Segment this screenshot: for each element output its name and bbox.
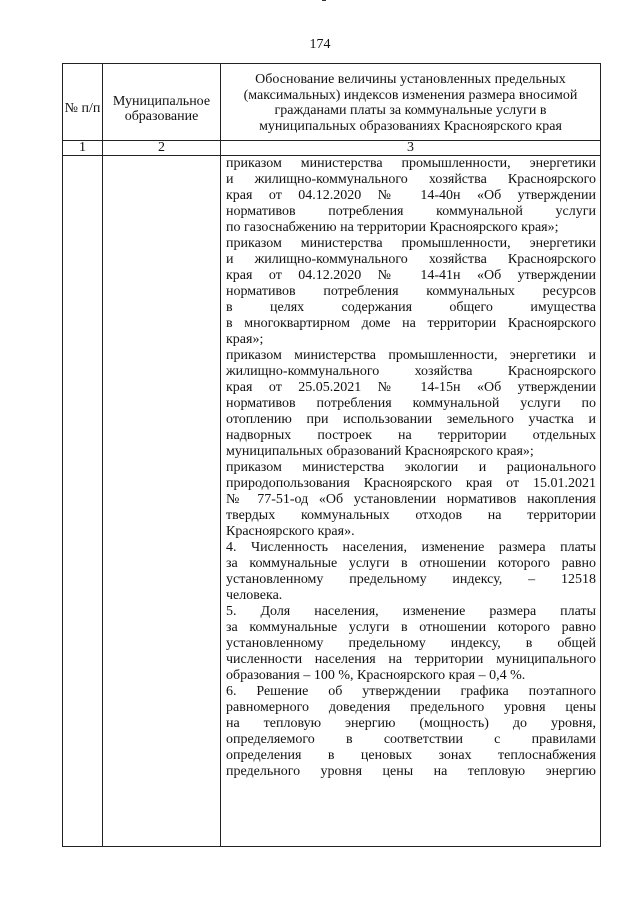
text-line: края от 04.12.2020 № 14-40н «Об утверждении <box>226 188 596 203</box>
page-top-mark <box>322 0 326 1</box>
text-line: и жилищно-коммунального хозяйства Красноярского <box>226 252 596 267</box>
text-line: на тепловую энергию (мощность) до уровня, <box>226 716 596 731</box>
text-line: надворных построек на территории отдельных <box>226 428 596 443</box>
text-line: 5. Доля населения, изменение размера платы <box>226 604 596 619</box>
column-number-2: 2 <box>103 141 221 156</box>
text-line: жилищно-коммунального хозяйства Красноярского <box>226 364 596 379</box>
justification-table <box>62 63 601 847</box>
text-line: человека. <box>226 588 283 603</box>
cell-justification <box>221 156 601 847</box>
header-municipality: Муниципальное образование <box>103 64 221 141</box>
text-line: за коммунальные услуги в отношении которого равно <box>226 620 596 635</box>
text-line: определения в ценовых зонах теплоснабжения <box>226 748 596 763</box>
text-line: края»; <box>226 332 264 347</box>
text-line: нормативов потребления коммунальных ресурсов <box>226 284 596 299</box>
cell-municipality <box>103 156 221 847</box>
text-line: численности населения на территории муниципального <box>226 652 596 667</box>
text-line: природопользования Красноярского края от 15.01.2021 <box>226 476 596 491</box>
text-line: равномерного доведения предельного уровня цены <box>226 700 596 715</box>
text-line: приказом министерства промышленности, энергетики и <box>226 348 596 363</box>
page-number: 174 <box>309 37 331 52</box>
header-row-number: № п/п <box>63 64 103 141</box>
text-line: края от 25.05.2021 № 14-15н «Об утверждении <box>226 380 596 395</box>
text-line: нормативов потребления коммунальной услуги по <box>226 396 596 411</box>
text-line: установленному предельному индексу, в общей <box>226 636 596 651</box>
text-line: определяемого в соответствии с правилами <box>226 732 596 747</box>
column-number-3: 3 <box>221 141 601 156</box>
table-header-row <box>63 64 601 141</box>
header-justification: Обоснование величины установленных предельных (максимальных) индексов изменения размера вносимой гражданами платы за коммунальные услуги в муниципальных образованиях Красноярского края <box>221 64 601 141</box>
table-row <box>63 156 601 847</box>
text-line: предельного уровня цены на тепловую энергию <box>226 764 596 779</box>
column-number-row <box>63 141 601 156</box>
text-line: по газоснабжению на территории Красноярского края»; <box>226 220 559 235</box>
text-line: установленному предельному индексу, – 12518 <box>226 572 596 587</box>
justification-text <box>226 156 596 846</box>
text-line: приказом министерства промышленности, энергетики <box>226 236 596 251</box>
text-line: отоплению при использовании земельного участка и <box>226 412 596 427</box>
text-line: приказом министерства экологии и рационального <box>226 460 596 475</box>
text-line: и жилищно-коммунального хозяйства Красноярского <box>226 172 596 187</box>
text-line: Красноярского края». <box>226 524 355 539</box>
cell-row-number <box>63 156 103 847</box>
text-line: в многоквартирном доме на территории Красноярского <box>226 316 596 331</box>
text-line: нормативов потребления коммунальной услуги <box>226 204 596 219</box>
text-line: образования – 100 %, Красноярского края – 0,4 %. <box>226 668 526 683</box>
column-number-1: 1 <box>63 141 103 156</box>
text-line: края от 04.12.2020 № 14-41н «Об утверждении <box>226 268 596 283</box>
text-line: 6. Решение об утверждении графика поэтапного <box>226 684 596 699</box>
text-line: в целях содержания общего имущества <box>226 300 596 315</box>
text-line: 4. Численность населения, изменение размера платы <box>226 540 596 555</box>
text-line: № 77-51-од «Об установлении нормативов накопления <box>226 492 596 507</box>
text-line: твердых коммунальных отходов на территории <box>226 508 596 523</box>
text-line: за коммунальные услуги в отношении которого равно <box>226 556 596 571</box>
text-line: приказом министерства промышленности, энергетики <box>226 156 596 171</box>
text-line: муниципальных образований Красноярского края»; <box>226 444 534 459</box>
